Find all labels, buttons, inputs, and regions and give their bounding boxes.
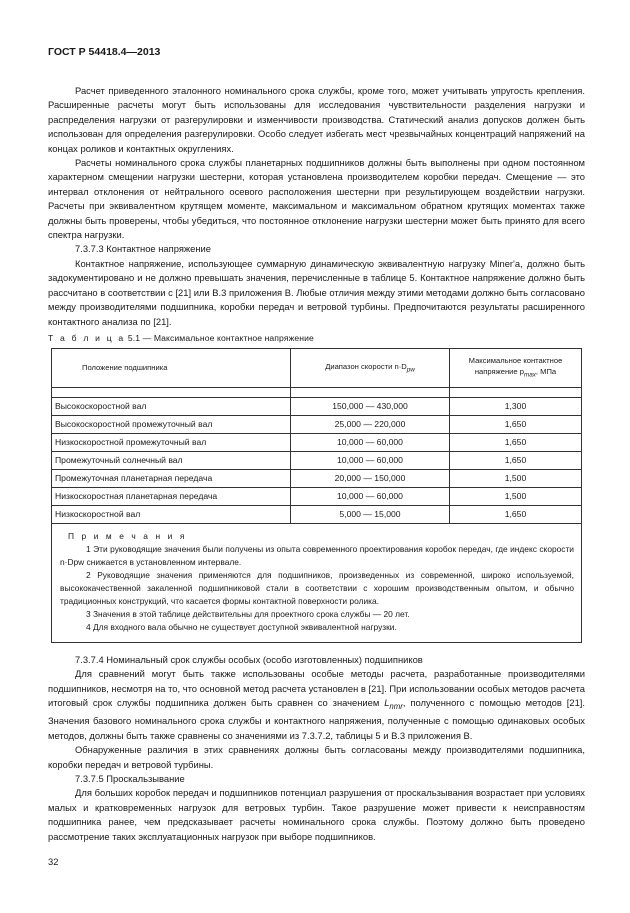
cell-stress: 1,650 bbox=[450, 451, 582, 469]
page-number: 32 bbox=[48, 856, 59, 867]
paragraph-1: Расчет приведенного эталонного номинального срока службы, кроме того, может учитывать упругость крепления. Расширенные расчеты могут быть использованы для исследования чувствительности разделения нагрузки и распределения нагрузки от разгерулировки и изменчивости производства. Статический анализ допусков должен быть использован для определения разгерулировки. Особо следует избегать мест чрезвычайных концентраций напряжений на концах роликов и контактных округлениях. bbox=[48, 85, 585, 154]
cell-speed: 20,000 — 150,000 bbox=[291, 469, 450, 487]
section-heading-7373: 7.3.7.3 Контактное напряжение bbox=[75, 243, 212, 255]
cell-position: Промежуточная планетарная передача bbox=[52, 469, 291, 487]
table-row bbox=[52, 469, 582, 487]
table-row bbox=[52, 397, 582, 415]
cell-speed: 25,000 — 220,000 bbox=[291, 415, 450, 433]
table-spacer-row bbox=[52, 387, 582, 397]
cell-speed: 5,000 — 15,000 bbox=[291, 505, 450, 523]
header-max-stress: Максимальное контактное напряжение $p_{max}$, МПа bbox=[450, 348, 582, 387]
table-caption-text: 5.1 — Максимальное контактное напряжение bbox=[127, 332, 314, 343]
standard-header: ГОСТ Р 54418.4—2013 bbox=[48, 46, 161, 58]
cell-stress: 1,300 bbox=[450, 397, 582, 415]
table-row bbox=[52, 487, 582, 505]
paragraph-4: Для сравнений могут быть также использованы особые методы расчета, разработанные производителями подшипников, несмотря на то, что основной метод расчета установлен в [21]. При использовании особых методов расчета итоговый срок службы подшипника должен быть сравнен со значением $L_{nmr}$, полученного с помощью методов [21]. Значения базового номинального срока службы и контактного напряжения, полученные с помощью одинаковых особых методов, должны быть также сравнены со значениями из 7.3.7.2, таблицы 5 и В.3 приложения В. bbox=[48, 668, 585, 741]
note-4: 4 Для входного вала обычно не существует доступной эквивалентной нагрузки. bbox=[86, 621, 397, 632]
document-page bbox=[48, 46, 585, 844]
paragraph-2: Расчеты номинального срока службы планетарных подшипников должны быть выполнены при одном постоянном характерном смещении нагрузки шестерни, которая установлена производителем коробки передач. Смещение — это интервал отклонения от нейтрального осевого расположения шестерни при результирующем воздействии нагрузки. Расчеты при эквивалентном крутящем моменте, максимальном и максимальном обратном крутящих моментах также должны быть проверены, чтобы убедиться, что постоянное отклонение нагрузки шестерни может быть принято для всего спектра нагрузки. bbox=[48, 157, 585, 241]
paragraph-5: Обнаруженные различия в этих сравнениях должны быть согласованы между производителями подшипника, коробки передач и ветровой турбины. bbox=[48, 744, 585, 770]
table-notes-row bbox=[52, 523, 582, 642]
cell-position: Высокоскоростной промежуточный вал bbox=[52, 415, 291, 433]
cell-stress: 1,650 bbox=[450, 433, 582, 451]
section-heading-7375: 7.3.7.5 Проскальзывание bbox=[75, 773, 185, 785]
section-7374-block bbox=[48, 653, 585, 844]
table-row bbox=[52, 415, 582, 433]
cell-stress: 1,650 bbox=[450, 415, 582, 433]
header-position: Положение подшипника bbox=[52, 348, 291, 387]
note-1: 1 Эти руководящие значения были получены из опыта современного проектирования коробок передач, где индекс скорости n·Dpw снижается в установленном интервале. bbox=[60, 543, 574, 567]
cell-stress: 1,500 bbox=[450, 487, 582, 505]
cell-speed: 10,000 — 60,000 bbox=[291, 433, 450, 451]
header-speed-range: Диапазон скорости $n\cdot D_{pw}$ bbox=[291, 348, 450, 387]
table-row bbox=[52, 433, 582, 451]
paragraph-3: Контактное напряжение, использующее суммарную динамическую эквивалентную нагрузку Minerʹa, должно быть задокументировано и не должно превышать значения, перечисленные в таблице 5. Контактное напряжение должно быть рассчитано в соответствии с [21] или В.3 приложения В. Любые отличия между этими методами должно быть согласовано между производителями подшипника, коробки передач и ветровой турбины. Предпочитаются результаты расширенного контактного анализа по [21]. bbox=[48, 257, 585, 327]
table-row bbox=[52, 505, 582, 523]
max-contact-stress-table bbox=[51, 348, 582, 643]
cell-position: Низкоскоростной вал bbox=[52, 505, 291, 523]
cell-stress: 1,650 bbox=[450, 505, 582, 523]
cell-position: Промежуточный солнечный вал bbox=[52, 451, 291, 469]
table-caption bbox=[48, 333, 585, 343]
cell-speed: 10,000 — 60,000 bbox=[291, 451, 450, 469]
note-3: 3 Значения в этой таблице действительны для проектного срока службы — 20 лет. bbox=[86, 608, 410, 619]
table-row bbox=[52, 451, 582, 469]
table-notes bbox=[52, 523, 582, 642]
table-header-row bbox=[52, 348, 582, 387]
section-heading-7374: 7.3.7.4 Номинальный срок службы особых (особо изготовленных) подшипников bbox=[75, 653, 423, 665]
cell-speed: 150,000 — 430,000 bbox=[291, 397, 450, 415]
table-caption-prefix: Т а б л и ц а bbox=[48, 332, 126, 343]
cell-speed: 10,000 — 60,000 bbox=[291, 487, 450, 505]
notes-title: П р и м е ч а н и я bbox=[68, 530, 187, 541]
cell-stress: 1,500 bbox=[450, 469, 582, 487]
cell-position: Низкоскоростная планетарная передача bbox=[52, 487, 291, 505]
cell-position: Высокоскоростной вал bbox=[52, 397, 291, 415]
paragraph-6: Для больших коробок передач и подшипников потенциал разрушения от проскальзывания возрастает при условиях малых и кратковременных нагрузок для ветровых турбин. Такое разрушение может привести к неисправностям подшипника ранее, чем предсказывает расчеты номинального срока службы. Поэтому должно быть проведено рассмотрение таких эксплуатационных нагрузок при выборе подшипников. bbox=[48, 787, 585, 842]
cell-position: Низкоскоростной промежуточный вал bbox=[52, 433, 291, 451]
note-2: 2 Руководящие значения применяются для подшипников, произведенных из современной, широко используемой, высококачественной закаленной подшипниковой стали в соответствии с хорошим производственным опытом, и обычно традиционных конструкций, что касается формы контактной поверхности ролика. bbox=[60, 569, 574, 606]
